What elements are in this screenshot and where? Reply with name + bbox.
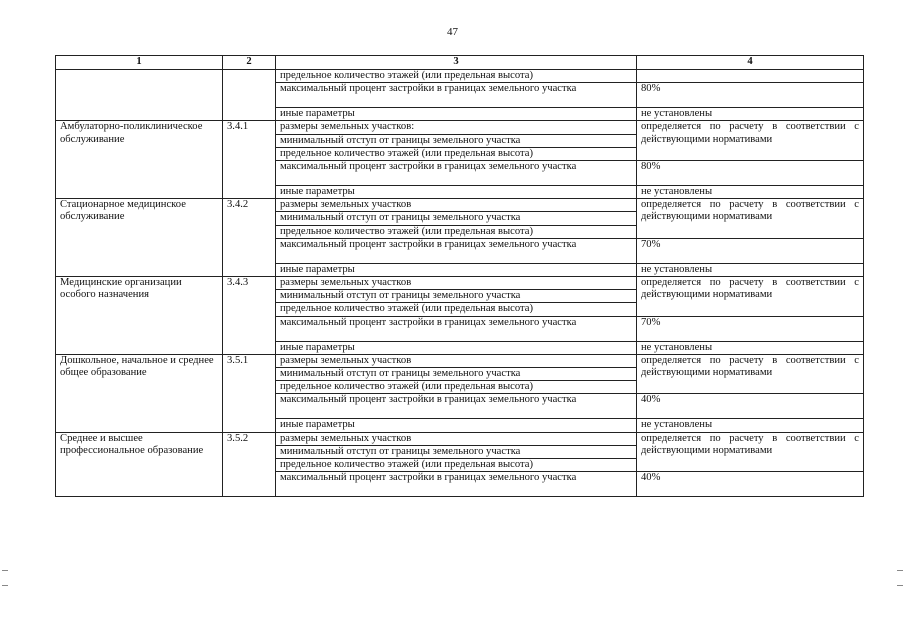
use-code-cell: 3.4.3 — [223, 277, 276, 355]
empty-code-cell — [223, 70, 276, 121]
page-number: 47 — [447, 26, 458, 38]
percent-cell: 80% — [637, 161, 864, 186]
percent-cell: 70% — [637, 238, 864, 263]
param-cell: минимальный отступ от границы земельного участка — [276, 290, 637, 303]
empty-name-cell — [56, 70, 223, 121]
param-cell: иные параметры — [276, 108, 637, 121]
param-cell: размеры земельных участков — [276, 277, 637, 290]
percent-cell: 80% — [637, 83, 864, 108]
table-row — [56, 199, 864, 212]
percent-cell: 40% — [637, 394, 864, 419]
scan-edge-mark-right — [897, 570, 903, 586]
merged-value-cell: определяется по расчету в соответствии с действующими нормативами — [637, 277, 864, 317]
param-cell: предельное количество этажей (или предельная высота) — [276, 303, 637, 316]
table-row — [56, 432, 864, 445]
use-name-cell: Медицинские организации особого назначения — [56, 277, 223, 355]
param-cell: минимальный отступ от границы земельного участка — [276, 212, 637, 225]
merged-value-cell: определяется по расчету в соответствии с действующими нормативами — [637, 121, 864, 161]
param-cell: максимальный процент застройки в границах земельного участка — [276, 472, 637, 497]
param-cell: иные параметры — [276, 263, 637, 276]
param-cell: иные параметры — [276, 186, 637, 199]
param-cell: размеры земельных участков: — [276, 121, 637, 134]
param-cell: размеры земельных участков — [276, 432, 637, 445]
param-cell: максимальный процент застройки в границах земельного участка — [276, 161, 637, 186]
scan-edge-mark-left — [2, 570, 8, 586]
use-name-cell: Среднее и высшее профессиональное образование — [56, 432, 223, 497]
regulations-table — [55, 55, 864, 497]
use-code-cell: 3.5.1 — [223, 354, 276, 432]
use-name-cell: Дошкольное, начальное и среднее общее образование — [56, 354, 223, 432]
param-cell: максимальный процент застройки в границах земельного участка — [276, 316, 637, 341]
table-row — [56, 354, 864, 367]
param-cell: предельное количество этажей (или предельная высота) — [276, 70, 637, 83]
header-col-4: 4 — [637, 56, 864, 70]
param-cell: размеры земельных участков — [276, 199, 637, 212]
param-cell: предельное количество этажей (или предельная высота) — [276, 381, 637, 394]
use-name-cell: Амбулаторно-поликлиническое обслуживание — [56, 121, 223, 199]
value-cell: не установлены — [637, 341, 864, 354]
value-cell — [637, 70, 864, 83]
table-row — [56, 70, 864, 83]
table-row — [56, 277, 864, 290]
header-row — [56, 56, 864, 70]
use-code-cell: 3.4.2 — [223, 199, 276, 277]
use-code-cell: 3.4.1 — [223, 121, 276, 199]
param-cell: минимальный отступ от границы земельного участка — [276, 445, 637, 458]
param-cell: предельное количество этажей (или предельная высота) — [276, 147, 637, 160]
param-cell: предельное количество этажей (или предельная высота) — [276, 459, 637, 472]
param-cell: минимальный отступ от границы земельного участка — [276, 134, 637, 147]
param-cell: размеры земельных участков — [276, 354, 637, 367]
param-cell: иные параметры — [276, 341, 637, 354]
param-cell: максимальный процент застройки в границах земельного участка — [276, 394, 637, 419]
table-row — [56, 121, 864, 134]
param-cell: иные параметры — [276, 419, 637, 432]
header-col-1: 1 — [56, 56, 223, 70]
param-cell: максимальный процент застройки в границах земельного участка — [276, 238, 637, 263]
merged-value-cell: определяется по расчету в соответствии с действующими нормативами — [637, 199, 864, 239]
value-cell: не установлены — [637, 186, 864, 199]
value-cell: не установлены — [637, 108, 864, 121]
use-code-cell: 3.5.2 — [223, 432, 276, 497]
param-cell: максимальный процент застройки в границах земельного участка — [276, 83, 637, 108]
use-name-cell: Стационарное медицинское обслуживание — [56, 199, 223, 277]
header-col-3: 3 — [276, 56, 637, 70]
percent-cell: 70% — [637, 316, 864, 341]
param-cell: предельное количество этажей (или предельная высота) — [276, 225, 637, 238]
value-cell: не установлены — [637, 263, 864, 276]
header-col-2: 2 — [223, 56, 276, 70]
merged-value-cell: определяется по расчету в соответствии с действующими нормативами — [637, 432, 864, 472]
merged-value-cell: определяется по расчету в соответствии с действующими нормативами — [637, 354, 864, 394]
percent-cell: 40% — [637, 472, 864, 497]
param-cell: минимальный отступ от границы земельного участка — [276, 368, 637, 381]
value-cell: не установлены — [637, 419, 864, 432]
